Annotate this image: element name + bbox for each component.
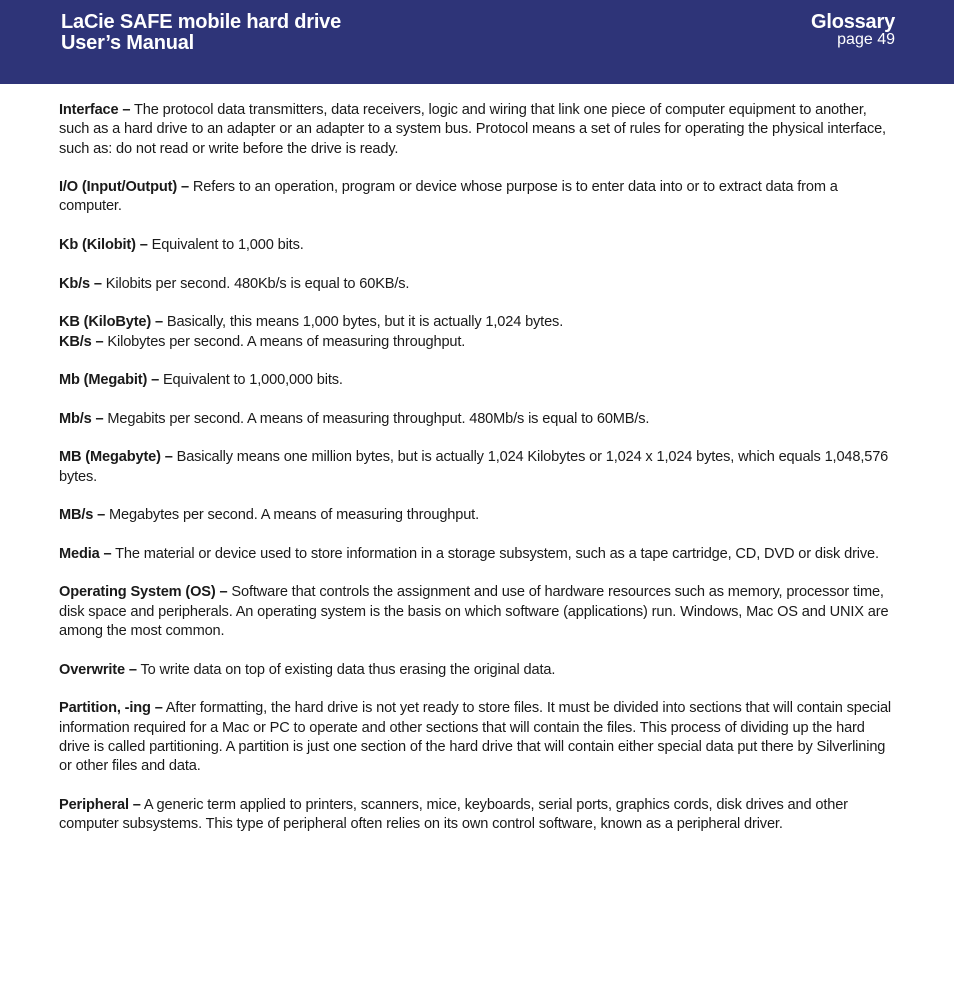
glossary-entry-operating-system — [59, 583, 899, 641]
glossary-entry-overwrite — [59, 661, 899, 680]
glossary-entry-peripheral — [59, 796, 899, 835]
manual-title: User’s Manual — [61, 32, 195, 54]
header-titles — [61, 12, 341, 54]
glossary-term: Kb (Kilobit) – — [59, 237, 148, 254]
glossary-entry-kilobytes-per-second — [59, 333, 899, 352]
glossary-definition: The protocol data transmitters, data receivers, logic and wiring that link one piece of computer equipment to another, such as a hard drive to an adapter or an adapter to a system bus. Protocol means a set of rules for operating the physical interface, such as: do not read or write before the drive is ready. — [59, 102, 886, 157]
glossary-definition: A generic term applied to printers, scanners, mice, keyboards, serial ports, graphics cords, disk drives and other computer subsystems. This type of peripheral often relies on its own control software, known as a peripheral driver. — [59, 796, 848, 832]
glossary-term: KB (KiloByte) – — [59, 314, 163, 331]
glossary-term: MB (Megabyte) – — [59, 449, 173, 466]
glossary-term: KB/s – — [59, 333, 104, 350]
product-title: LaCie SAFE mobile hard drive — [61, 11, 342, 33]
glossary-content — [59, 101, 899, 854]
glossary-definition: After formatting, the hard drive is not yet ready to store files. It must be divided into sections that will contain special information required for a Mac or PC to operate and other sections that will contain the files. This process of dividing up the hard drive is called partitioning. A partition is just one section of the hard drive that will contain either special data put there by Silverlining or other files and data. — [59, 700, 892, 775]
glossary-definition: To write data on top of existing data thus erasing the original data. — [136, 661, 556, 678]
glossary-entry-megabytes-per-second — [59, 506, 899, 525]
glossary-term: Peripheral – — [59, 796, 141, 813]
glossary-definition: Refers to an operation, program or device whose purpose is to enter data into or to extract data from a computer. — [59, 179, 838, 215]
glossary-definition: Megabytes per second. A means of measuring throughput. — [105, 507, 479, 524]
glossary-entry-interface — [59, 101, 899, 159]
glossary-entry-megabits-per-second — [59, 410, 899, 429]
glossary-term: Partition, -ing – — [59, 700, 163, 717]
page-number: page 49 — [837, 31, 895, 48]
glossary-definition: The material or device used to store information in a storage subsystem, such as a tape cartridge, CD, DVD or disk drive. — [111, 545, 879, 562]
glossary-entry-media — [59, 545, 899, 564]
glossary-term: Overwrite – — [59, 661, 137, 678]
glossary-definition: Megabits per second. A means of measuring throughput. 480Mb/s is equal to 60MB/s. — [103, 410, 650, 427]
section-title: Glossary — [810, 11, 895, 33]
glossary-definition: Basically means one million bytes, but is actually 1,024 Kilobytes or 1,024 x 1,024 bytes, which equals 1,048,576 bytes. — [59, 449, 889, 485]
glossary-definition: Equivalent to 1,000 bits. — [147, 237, 304, 254]
glossary-entry-io — [59, 178, 899, 217]
glossary-definition: Kilobits per second. 480Kb/s is equal to 60KB/s. — [101, 275, 410, 292]
header-section-info — [811, 12, 895, 49]
glossary-entry-megabyte — [59, 448, 899, 487]
glossary-entry-kilobits-per-second — [59, 275, 899, 294]
glossary-term: Media – — [59, 545, 112, 562]
glossary-term: Operating System (OS) – — [59, 584, 228, 601]
glossary-term: I/O (Input/Output) – — [59, 179, 189, 196]
glossary-entry-partition — [59, 699, 899, 776]
glossary-term: Kb/s – — [59, 275, 102, 292]
glossary-definition: Basically, this means 1,000 bytes, but it is actually 1,024 bytes. — [162, 314, 564, 331]
glossary-definition: Kilobytes per second. A means of measuring throughput. — [103, 333, 466, 350]
glossary-term: Mb/s – — [59, 410, 104, 427]
glossary-entry-kilobit — [59, 236, 899, 255]
glossary-definition: Equivalent to 1,000,000 bits. — [159, 372, 343, 389]
glossary-definition: Software that controls the assignment and use of hardware resources such as memory, processor time, disk space and peripherals. An operating system is the basis on which software (applications) run. Windows, Mac OS and UNIX are among the most common. — [59, 584, 889, 640]
glossary-term: MB/s – — [59, 507, 106, 524]
page-header — [0, 0, 954, 84]
glossary-entry-megabit — [59, 371, 899, 390]
glossary-term: Mb (Megabit) – — [59, 372, 160, 389]
glossary-term: Interface – — [59, 102, 131, 118]
glossary-entry-kilobyte — [59, 313, 899, 332]
